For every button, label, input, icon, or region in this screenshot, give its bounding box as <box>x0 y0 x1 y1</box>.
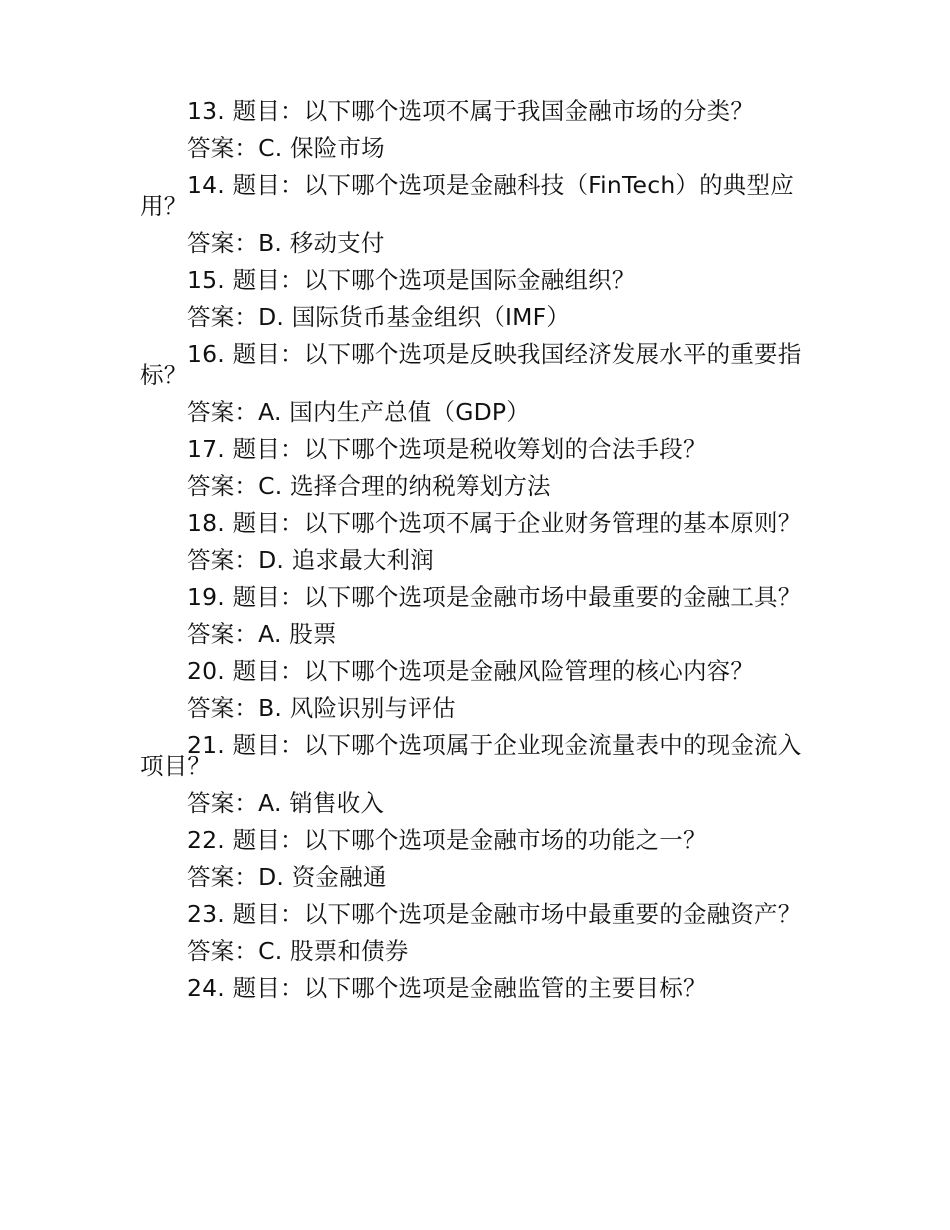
answer-22: 答案：D. 资金融通 <box>187 863 387 891</box>
question-23: 23. 题目：以下哪个选项是金融市场中最重要的金融资产？ <box>187 900 802 928</box>
question-20: 20. 题目：以下哪个选项是金融风险管理的核心内容？ <box>187 657 755 685</box>
answer-15: 答案：D. 国际货币基金组织（IMF） <box>187 303 571 331</box>
question-21: 21. 题目：以下哪个选项属于企业现金流量表中的现金流入项目？ <box>140 731 802 780</box>
answer-19: 答案：A. 股票 <box>187 620 337 648</box>
question-13: 13. 题目：以下哪个选项不属于我国金融市场的分类？ <box>187 97 755 125</box>
question-17: 17. 题目：以下哪个选项是税收筹划的合法手段？ <box>187 435 707 463</box>
question-19: 19. 题目：以下哪个选项是金融市场中最重要的金融工具？ <box>187 583 802 611</box>
question-24: 24. 题目：以下哪个选项是金融监管的主要目标？ <box>187 974 707 1002</box>
question-18: 18. 题目：以下哪个选项不属于企业财务管理的基本原则？ <box>187 509 802 537</box>
answer-18: 答案：D. 追求最大利润 <box>187 546 434 574</box>
question-14: 14. 题目：以下哪个选项是金融科技（FinTech）的典型应用？ <box>140 171 794 220</box>
answer-17: 答案：C. 选择合理的纳税筹划方法 <box>187 472 551 500</box>
question-15: 15. 题目：以下哪个选项是国际金融组织？ <box>187 266 636 294</box>
question-22: 22. 题目：以下哪个选项是金融市场的功能之一？ <box>187 826 707 854</box>
answer-14: 答案：B. 移动支付 <box>187 229 385 257</box>
answer-21: 答案：A. 销售收入 <box>187 789 385 817</box>
answer-20: 答案：B. 风险识别与评估 <box>187 694 456 722</box>
document-body <box>140 97 815 1015</box>
answer-13: 答案：C. 保险市场 <box>187 134 385 162</box>
answer-23: 答案：C. 股票和债券 <box>187 937 409 965</box>
answer-16: 答案：A. 国内生产总值（GDP） <box>187 398 530 426</box>
question-16: 16. 题目：以下哪个选项是反映我国经济发展水平的重要指标？ <box>140 340 802 389</box>
